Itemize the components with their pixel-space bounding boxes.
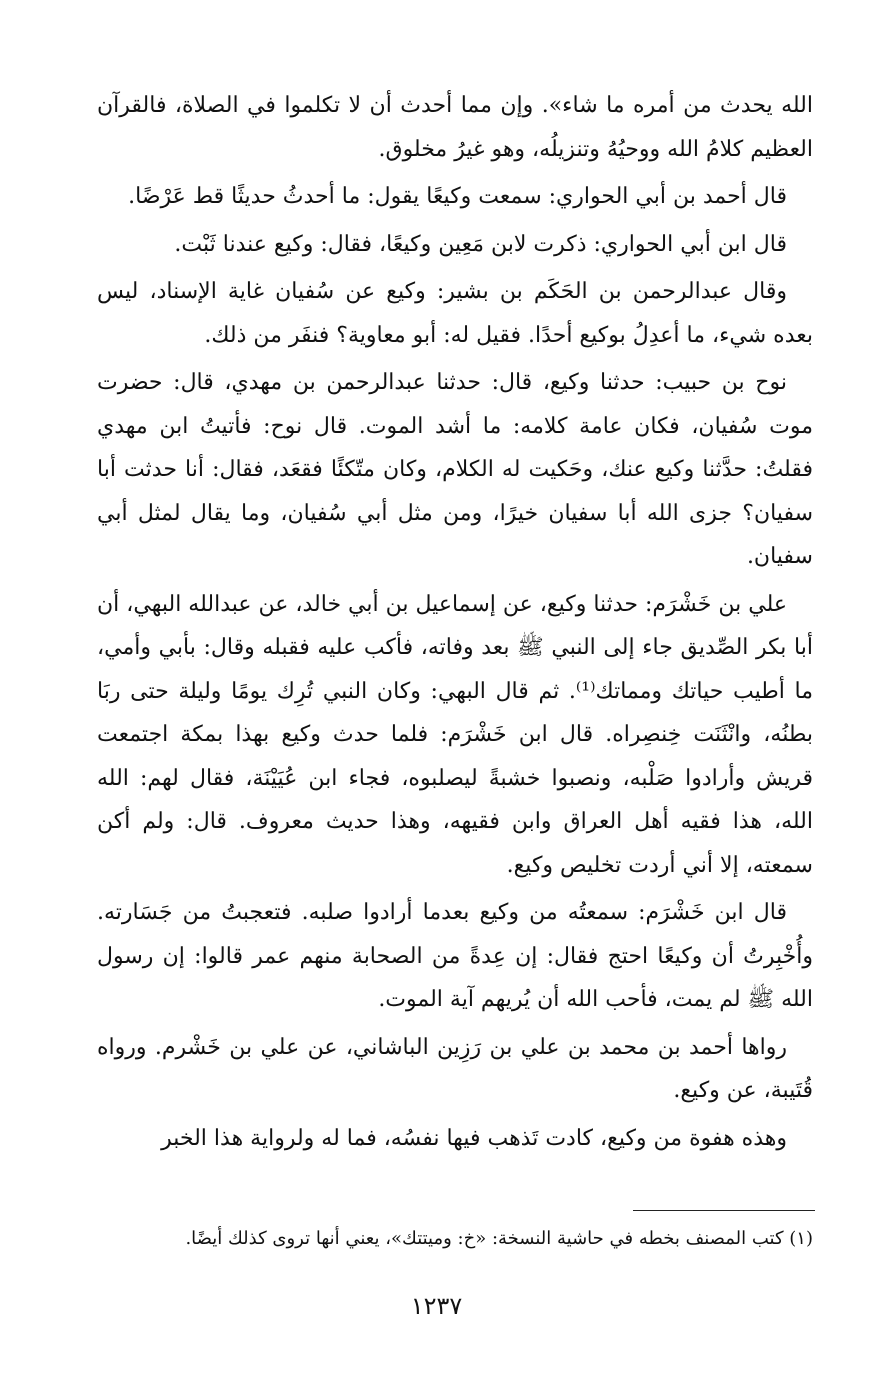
footnote-divider	[633, 1210, 815, 1211]
paragraph-5: نوح بن حبيب: حدثنا وكيع، قال: حدثنا عبدالرحمن بن مهدي، قال: حضرت موت سُفيان، فكان عامة كلامه: ما أشد الموت. قال نوح: فأتيتُ ابن مهدي فقلتُ: حدَّثنا وكيع عنك، وحَكيت له الكلام، وكان متّكئًا فقعَد، فقال: أنا حدثت أبا سفيان؟ جزى الله أبا سفيان خيرًا، ومن مثل أبي سُفيان، وما يقال لمثل أبي سفيان.	[97, 370, 813, 569]
paragraph-8: رواها أحمد بن محمد بن علي بن رَزِين الباشاني، عن علي بن خَشْرم. ورواه قُتَيبة، عن وكيع.	[97, 1034, 813, 1103]
paragraph-7: قال ابن خَشْرَم: سمعتُه من وكيع بعدما أرادوا صلبه. فتعجبتُ من جَسَارته. وأُخْبِرتُ أن وكيعًا احتج فقال: إن عِدةً من الصحابة منهم عمر قالوا: إن رسول الله ﷺ لم يمت، فأحب الله أن يُريهم آية الموت.	[97, 900, 813, 1012]
page-number: ١٢٣٧	[410, 1292, 463, 1320]
paragraph-9: وهذه هفوة من وكيع، كادت تَذهب فيها نفسُه، فما له ولرواية هذا الخبر	[161, 1125, 787, 1151]
paragraph-1: الله يحدث من أمره ما شاء». وإن مما أحدث أن لا تكلموا في الصلاة، فالقرآن العظيم كلامُ الله ووحيُهُ وتنزيلُه، وهو غيرُ مخلوق.	[97, 93, 813, 162]
footnote: (١) كتب المصنف بخطه في حاشية النسخة: «خ: وميتتك»، يعني أنها تروى كذلك أيضًا.	[185, 1228, 813, 1249]
paragraph-3: قال ابن أبي الحواري: ذكرت لابن مَعِين وكيعًا، فقال: وكيع عندنا ثَبْت.	[174, 231, 787, 257]
main-text	[97, 84, 813, 1164]
paragraph-4: وقال عبدالرحمن بن الحَكَم بن بشير: وكيع عن سُفيان غاية الإسناد، ليس بعده شيء، ما أعدِلُ بوكيع أحدًا. فقيل له: أبو معاوية؟ فنفَر من ذلك.	[97, 279, 813, 348]
paragraph-6: علي بن خَشْرَم: حدثنا وكيع، عن إسماعيل بن أبي خالد، عن عبدالله البهي، أن أبا بكر الصِّديق جاء إلى النبي ﷺ بعد وفاته، فأكب عليه فقبله وقال: بأبي وأمي، ما أطيب حياتك ومماتك⁽¹⁾. ثم قال البهي: وكان النبي تُرِك يومًا وليلة حتى ربَا بطنُه، وانْثَنَت خِنصِراه. قال ابن خَشْرَم: فلما حدث وكيع بهذا بمكة اجتمعت قريش وأرادوا صَلْبه، ونصبوا خشبةً ليصلبوه، فجاء ابن عُيَيْنَة، فقال لهم: الله الله، هذا فقيه أهل العراق وابن فقيهه، وهذا حديث معروف. قال: ولم أكن سمعته، إلا أني أردت تخليص وكيع.	[97, 591, 814, 878]
paragraph-2: قال أحمد بن أبي الحواري: سمعت وكيعًا يقول: ما أحدثُ حديثًا قط عَرْضًا.	[128, 184, 787, 209]
